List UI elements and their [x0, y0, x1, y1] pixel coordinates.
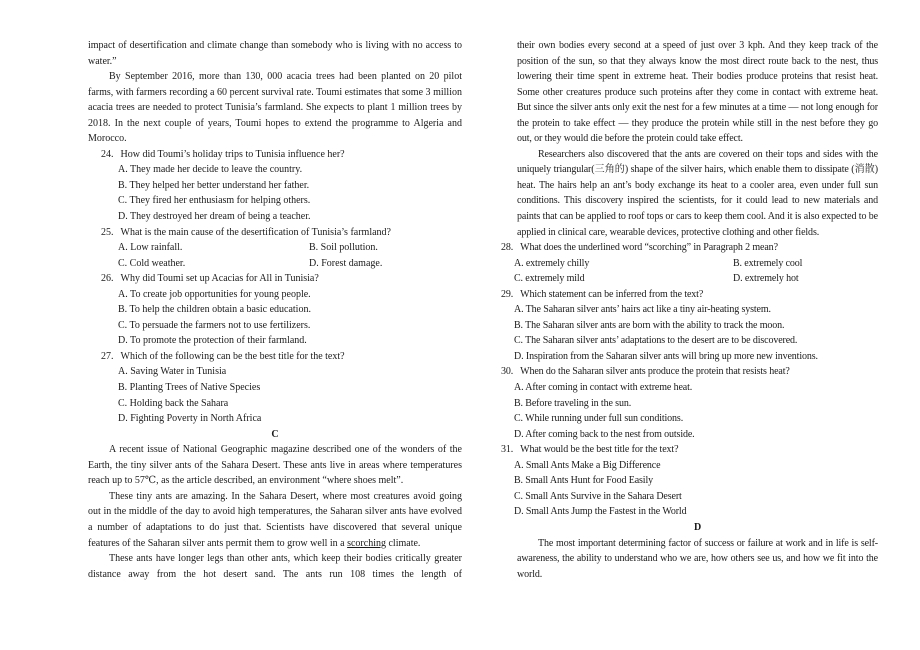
option-31b: B. Small Ants Hunt for Food Easily	[514, 475, 653, 487]
paragraph-desertification-cont: impact of desertification and climate change than somebody who is living with no access to water.”	[88, 40, 462, 67]
option-27a: A. Saving Water in Tunisia	[118, 366, 227, 378]
option-row	[514, 256, 878, 272]
option-row	[514, 271, 878, 287]
left-column	[88, 38, 462, 582]
question-number: 27.	[101, 350, 114, 362]
question-25-head	[88, 225, 462, 241]
question-number: 24.	[101, 148, 114, 160]
question-31	[501, 442, 878, 520]
option-26c: C. To persuade the farmers not to use fertilizers.	[118, 319, 311, 331]
paragraph-ant-legs: These ants have longer legs than other ants, which keep their bodies critically greater distance away from the hot desert sand. The ants run 108 times the length of	[88, 553, 462, 580]
question-25	[88, 225, 462, 272]
option-31d: D. Small Ants Jump the Fastest in the World	[514, 506, 687, 518]
option-31c: C. Small Ants Survive in the Sahara Desert	[514, 490, 682, 502]
option-27c: C. Holding back the Sahara	[118, 397, 229, 409]
option-29a: A. The Saharan silver ants’ hairs act like a tiny air-heating system.	[514, 304, 771, 316]
question-text: Why did Toumi set up Acacias for All in Tunisia?	[120, 273, 319, 285]
option-row	[88, 256, 462, 272]
question-number: 29.	[501, 288, 514, 300]
question-28	[501, 240, 878, 287]
option-24a: A. They made her decide to leave the country.	[118, 164, 303, 176]
question-28-head	[501, 240, 878, 256]
question-text: When do the Saharan silver ants produce the protein that resists heat?	[520, 366, 790, 378]
option-26a: A. To create job opportunities for young people.	[118, 288, 311, 300]
question-29-head	[501, 287, 878, 303]
option-30c: C. While running under full sun conditions.	[514, 413, 684, 425]
question-text: Which of the following can be the best title for the text?	[120, 350, 345, 362]
question-29	[501, 287, 878, 365]
option-30b: B. Before traveling in the sun.	[514, 397, 632, 409]
right-column	[501, 38, 878, 582]
question-number: 26.	[101, 273, 114, 285]
question-30-head	[501, 364, 878, 380]
question-text: What would be the best title for the text?	[520, 444, 679, 456]
question-text: What does the underlined word “scorching” in Paragraph 2 mean?	[520, 242, 778, 254]
question-26-head	[88, 271, 462, 287]
question-24	[88, 147, 462, 225]
question-26	[88, 271, 462, 349]
question-27-head	[88, 349, 462, 365]
section-header-c: C	[271, 428, 279, 440]
option-24c: C. They fired her enthusiasm for helping others.	[118, 195, 311, 207]
option-31a: A. Small Ants Make a Big Difference	[514, 459, 661, 471]
option-28a: A. extremely chilly	[514, 257, 590, 269]
question-text: How did Toumi’s holiday trips to Tunisia influence her?	[120, 148, 345, 160]
option-25c: C. Cold weather.	[118, 257, 186, 269]
option-29b: B. The Saharan silver ants are born with the ability to track the moon.	[514, 319, 785, 331]
paragraph-silver-ants-intro: A recent issue of National Geographic magazine described one of the wonders of the Earth, the tiny silver ants of the Sahara Desert. These ants live in areas where temperatures reach up to 57℃, as the article described, an environment “where shoes melt”.	[88, 444, 462, 487]
option-29c: C. The Saharan silver ants’ adaptations to the desert are to be discovered.	[514, 335, 798, 347]
paragraph-text: climate.	[385, 537, 421, 549]
option-30d: D. After coming back to the nest from outside.	[514, 428, 695, 440]
option-26b: B. To help the children obtain a basic education.	[118, 304, 311, 316]
option-30a: A. After coming in contact with extreme heat.	[514, 382, 693, 394]
paragraph-self-awareness: The most important determining factor of success or failure at work and in life is self-awareness, the ability to understand who we are, how others see us, and how we fit into the world.	[517, 537, 878, 580]
question-24-head	[88, 147, 462, 163]
option-27d: D. Fighting Poverty in North Africa	[118, 413, 262, 425]
option-26d: D. To promote the protection of their farmland.	[118, 335, 307, 347]
option-24d: D. They destroyed her dream of being a teacher.	[118, 211, 311, 223]
question-number: 30.	[501, 366, 514, 378]
option-28b: B. extremely cool	[733, 257, 803, 269]
question-text: What is the main cause of the desertification of Tunisia’s farmland?	[120, 226, 391, 238]
question-30	[501, 364, 878, 442]
option-29d: D. Inspiration from the Saharan silver ants will bring up more new inventions.	[514, 350, 818, 362]
option-row	[88, 240, 462, 256]
option-27b: B. Planting Trees of Native Species	[118, 382, 261, 394]
option-24b: B. They helped her better understand her father.	[118, 179, 310, 191]
paragraph-researchers: Researchers also discovered that the ants are covered on their tops and sides with the uniquely triangular(三角的) shape of the silver hairs, which enable them to dissipate (消散) heat. The hairs help an ant’s body exchange its heat to a cooler area, even under full sun conditions. This discovery inspired the scientists, for it could lead to new materials and paints that can be applied to roof tops or cars to keep them cool. And it is also expected to be applied in clinical care, wearable devices, protective clothing and other fields.	[517, 148, 878, 238]
paragraph-text: These tiny ants are amazing. In the Sahara Desert, where most creatures avoid going out in the middle of the day to avoid high temperatures, the Saharan silver ants have evolved a number of adaptations to do just that. Scientists have discovered that several unique features of the Saharan silver ants permit them to grow well in a	[88, 490, 462, 549]
question-number: 25.	[101, 226, 114, 238]
paragraph-ant-adaptations	[88, 489, 462, 551]
section-header-d: D	[693, 521, 702, 533]
question-number: 31.	[501, 444, 514, 456]
option-28d: D. extremely hot	[733, 273, 799, 285]
option-25b: B. Soil pollution.	[309, 242, 378, 254]
option-25a: A. Low rainfall.	[118, 242, 183, 254]
paragraph-ant-legs-cont: their own bodies every second at a speed of just over 3 kph. And they keep track of the position of the sun, so that they always know the most direct route back to the nest, thus lowering their time spent in extreme heat. Their bodies produce proteins that resist heat. Some other creatures produce such proteins after they come in contact with extreme heat. But since the silver ants only exit the nest for a few minutes at a time — not long enough for the protein to take effect — they produce the protein while still in the nest before they go out, or they would die before the protein could take effect.	[517, 40, 878, 145]
question-number: 28.	[501, 242, 514, 254]
option-28c: C. extremely mild	[514, 273, 585, 285]
question-text: Which statement can be inferred from the text?	[520, 288, 704, 300]
underlined-word-scorching: scorching	[347, 537, 386, 549]
option-25d: D. Forest damage.	[309, 257, 383, 269]
question-27	[88, 349, 462, 427]
question-31-head	[501, 442, 878, 458]
paragraph-acacia-planting: By September 2016, more than 130, 000 acacia trees had been planted on 20 pilot farms, with farmers recording a 60 percent survival rate. Toumi estimates that some 3 million acacia trees are needed to protect Tunisia’s farmland. She expects to plant 1 million trees by 2018. In the next couple of years, Toumi hopes to extend the programme to Algeria and Morocco.	[88, 71, 462, 145]
